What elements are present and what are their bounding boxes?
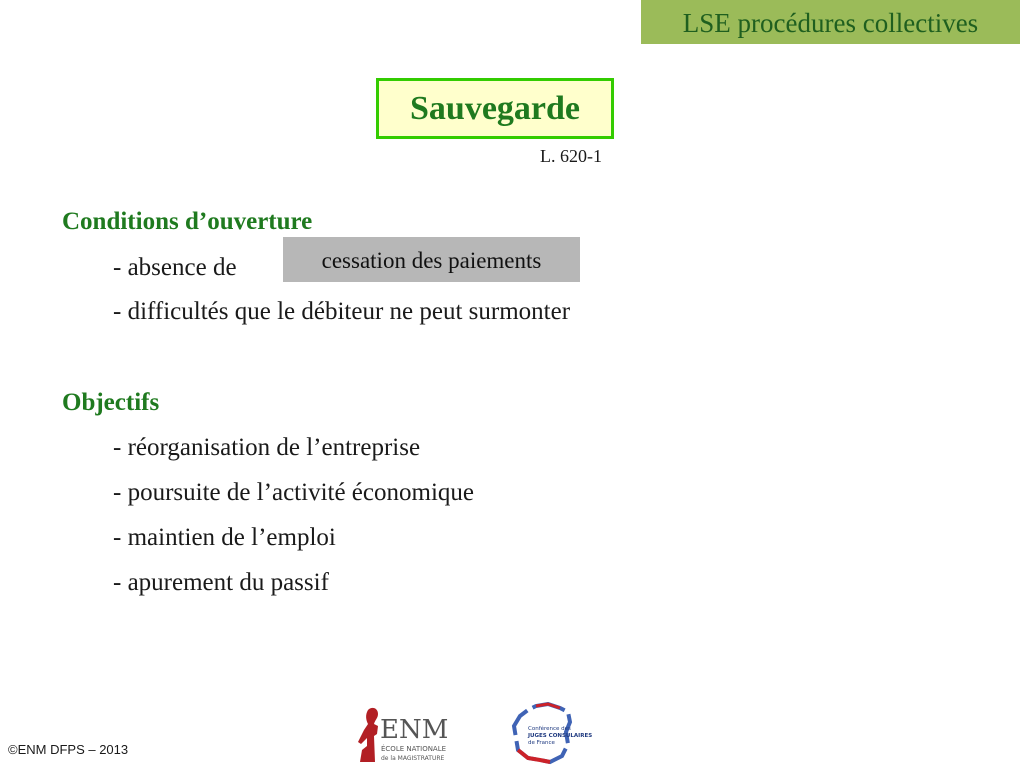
objective-item-1: - réorganisation de l’entreprise (113, 434, 421, 461)
marianne-figure-icon (358, 708, 378, 762)
conditions-heading: Conditions d’ouverture (62, 208, 313, 235)
conference-logo-line-1: Conférence des (528, 726, 571, 732)
conference-logo-line-3: de France (528, 740, 555, 746)
condition-item-2: - difficultés que le débiteur ne peut surmonter (113, 298, 571, 325)
slide-title: Sauvegarde (376, 78, 614, 139)
conference-logo-line-2: JUGES CONSULAIRES (528, 733, 593, 739)
footer-copyright: ©ENM DFPS – 2013 (8, 742, 129, 757)
conference-juges-consulaires-logo (510, 702, 604, 766)
objectives-heading: Objectifs (62, 389, 160, 416)
highlight-box: cessation des paiements (283, 237, 580, 282)
enm-logo-text: ENM (380, 715, 449, 745)
header-tag: LSE procédures collectives (641, 0, 1020, 44)
enm-logo-subtitle-1: ÉCOLE NATIONALE (381, 745, 447, 753)
objective-item-3: - maintien de l’emploi (113, 524, 336, 551)
objective-item-2: - poursuite de l’activité économique (113, 479, 474, 506)
condition-item-1: - absence de (113, 254, 237, 281)
enm-logo (348, 704, 464, 766)
legal-reference: L. 620-1 (540, 146, 602, 166)
objective-item-4: - apurement du passif (113, 569, 329, 596)
enm-logo-subtitle-2: de la MAGISTRATURE (381, 755, 445, 762)
